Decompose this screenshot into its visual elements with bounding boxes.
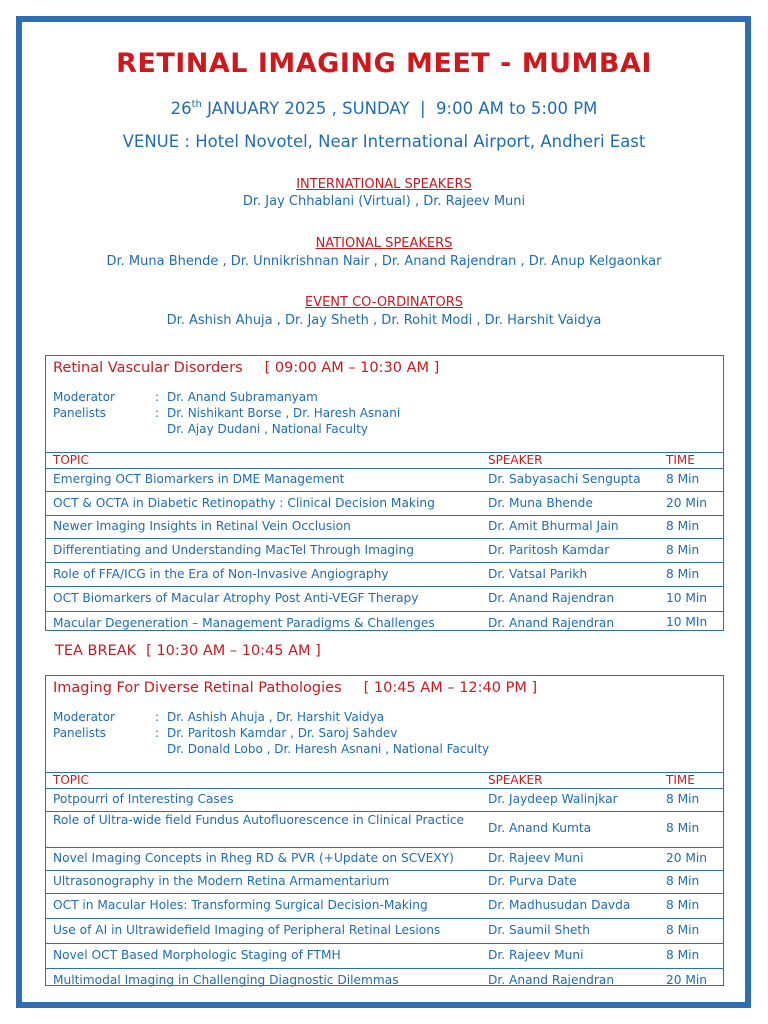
duration: 20 Min xyxy=(666,973,708,987)
session-1-table xyxy=(46,452,723,635)
topic: Newer Imaging Insights in Retinal Vein Occlusion xyxy=(53,519,351,533)
date-day: 26 xyxy=(170,99,192,118)
date-suffix: th xyxy=(191,99,202,110)
session-2-moderator xyxy=(53,710,384,724)
speaker: Dr. Saumil Sheth xyxy=(488,923,590,937)
table-row xyxy=(46,491,723,515)
speaker: Dr. Anand Rajendran xyxy=(488,591,615,605)
international-speakers-names: Dr. Jay Chhablani (Virtual) , Dr. Rajeev Muni xyxy=(242,194,526,209)
duration: 8 Min xyxy=(666,948,700,962)
event-coordinators-names: Dr. Ashish Ahuja , Dr. Jay Sheth , Dr. Rohit Modi , Dr. Harshit Vaidya xyxy=(166,313,602,328)
table-row xyxy=(46,811,723,847)
speaker: Dr. Anand Rajendran xyxy=(488,616,615,630)
session-1-title xyxy=(53,360,439,376)
speaker: Dr. Sabyasachi Sengupta xyxy=(488,472,641,486)
time-header: TIME xyxy=(666,453,695,467)
topic: Differentiating and Understanding MacTel Through Imaging xyxy=(53,543,414,557)
panelists-label: Panelists xyxy=(53,406,106,420)
table-row xyxy=(46,943,723,968)
table-row xyxy=(46,847,723,870)
speaker: Dr. Rajeev Muni xyxy=(488,948,584,962)
duration: 8 Min xyxy=(666,519,700,533)
session-2-box xyxy=(45,675,724,986)
session-1-time: [ 09:00 AM – 10:30 AM ] xyxy=(264,360,440,376)
event-date xyxy=(0,99,768,118)
duration: 20 Min xyxy=(666,496,708,510)
speaker: Dr. Muna Bhende xyxy=(488,496,593,510)
speaker: Dr. Vatsal Parikh xyxy=(488,567,588,581)
topic: Macular Degeneration – Management Paradigms & Challenges xyxy=(53,616,435,630)
topic: Emerging OCT Biomarkers in DME Management xyxy=(53,472,345,486)
topic-header: TOPIC xyxy=(53,773,89,787)
speaker: Dr. Rajeev Muni xyxy=(488,851,584,865)
table-row xyxy=(46,918,723,943)
topic: Potpourri of Interesting Cases xyxy=(53,792,234,806)
topic: Novel OCT Based Morphologic Staging of FTMH xyxy=(53,948,341,962)
table-row xyxy=(46,515,723,538)
panelists-names-1: Dr. Paritosh Kamdar , Dr. Saroj Sahdev xyxy=(167,726,398,740)
table-row xyxy=(46,611,723,635)
session-1-panelists-cont: Dr. Ajay Dudani , National Faculty xyxy=(167,422,369,436)
speaker: Dr. Purva Date xyxy=(488,874,577,888)
speaker: Dr. Jaydeep Walinjkar xyxy=(488,792,618,806)
international-speakers-heading: INTERNATIONAL SPEAKERS xyxy=(296,177,472,192)
topic: Novel Imaging Concepts in Rheg RD & PVR (+Update on SCVEXY) xyxy=(53,851,454,865)
table-row xyxy=(46,468,723,491)
moderator-label: Moderator xyxy=(53,390,115,404)
session-2-name: Imaging For Diverse Retinal Pathologies xyxy=(53,680,342,696)
session-2-panelists-cont: Dr. Donald Lobo , Dr. Haresh Asnani , National Faculty xyxy=(167,742,490,756)
duration: 8 Min xyxy=(666,821,700,835)
table-row xyxy=(46,968,723,993)
duration: 20 Min xyxy=(666,851,708,865)
panelists-label: Panelists xyxy=(53,726,106,740)
colon: : xyxy=(155,406,160,420)
date-rest: JANUARY 2025 , SUNDAY | 9:00 AM to 5:00 PM xyxy=(201,99,598,118)
topic: Multimodal Imaging in Challenging Diagnostic Dilemmas xyxy=(53,973,399,987)
moderator-names: Dr. Anand Subramanyam xyxy=(167,390,318,404)
duration: 10 MIn xyxy=(666,615,708,629)
topic: Role of Ultra-wide field Fundus Autofluorescence in Clinical Practice xyxy=(53,813,465,827)
table-row xyxy=(46,870,723,893)
speaker-header: SPEAKER xyxy=(488,453,543,467)
duration: 8 Min xyxy=(666,543,700,557)
duration: 8 Min xyxy=(666,792,700,806)
table-row xyxy=(46,538,723,562)
session-1-name: Retinal Vascular Disorders xyxy=(53,360,243,376)
duration: 8 Min xyxy=(666,567,700,581)
time-header: TIME xyxy=(666,773,695,787)
topic: Ultrasonography in the Modern Retina Armamentarium xyxy=(53,874,390,888)
session-1-box xyxy=(45,355,724,631)
topic: OCT in Macular Holes: Transforming Surgical Decision-Making xyxy=(53,898,428,912)
table-header xyxy=(46,772,723,788)
topic: Use of AI in Ultrawidefield Imaging of Peripheral Retinal Lesions xyxy=(53,923,441,937)
speaker: Dr. Amit Bhurmal Jain xyxy=(488,519,619,533)
session-2-title xyxy=(53,680,537,696)
table-row xyxy=(46,893,723,918)
session-1-moderator xyxy=(53,390,318,404)
colon: : xyxy=(155,710,160,724)
national-speakers-heading: NATIONAL SPEAKERS xyxy=(315,236,453,251)
event-coordinators-heading: EVENT CO-ORDINATORS xyxy=(304,295,464,310)
tea-break-label: TEA BREAK xyxy=(55,643,137,659)
speaker: Dr. Anand Kumta xyxy=(488,821,592,835)
table-row xyxy=(46,562,723,586)
topic: OCT & OCTA in Diabetic Retinopathy : Clinical Decision Making xyxy=(53,496,435,510)
session-2-table xyxy=(46,772,723,993)
session-2-time: [ 10:45 AM – 12:40 PM ] xyxy=(363,680,538,696)
table-row xyxy=(46,586,723,611)
duration: 8 Min xyxy=(666,874,700,888)
duration: 8 Min xyxy=(666,923,700,937)
speaker: Dr. Madhusudan Davda xyxy=(488,898,631,912)
duration: 8 Min xyxy=(666,472,700,486)
duration: 10 Min xyxy=(666,591,708,605)
session-2-panelists xyxy=(53,726,397,740)
moderator-names: Dr. Ashish Ahuja , Dr. Harshit Vaidya xyxy=(167,710,385,724)
speaker-header: SPEAKER xyxy=(488,773,543,787)
table-header xyxy=(46,452,723,468)
national-speakers-names: Dr. Muna Bhende , Dr. Unnikrishnan Nair , Dr. Anand Rajendran , Dr. Anup Kelgaonkar xyxy=(106,254,662,269)
topic: Role of FFA/ICG in the Era of Non-Invasive Angiography xyxy=(53,567,389,581)
table-row xyxy=(46,788,723,811)
page-title: RETINAL IMAGING MEET - MUMBAI xyxy=(116,48,652,79)
speaker: Dr. Anand Rajendran xyxy=(488,973,615,987)
topic: OCT Biomarkers of Macular Atrophy Post Anti-VEGF Therapy xyxy=(53,591,419,605)
colon: : xyxy=(155,726,160,740)
tea-break-time: [ 10:30 AM – 10:45 AM ] xyxy=(146,643,321,659)
speaker: Dr. Paritosh Kamdar xyxy=(488,543,610,557)
session-1-panelists xyxy=(53,406,400,420)
tea-break xyxy=(55,643,321,659)
venue: VENUE : Hotel Novotel, Near International Airport, Andheri East xyxy=(122,132,646,151)
colon: : xyxy=(155,390,160,404)
duration: 8 Min xyxy=(666,898,700,912)
moderator-label: Moderator xyxy=(53,710,115,724)
panelists-names-1: Dr. Nishikant Borse , Dr. Haresh Asnani xyxy=(167,406,401,420)
topic-header: TOPIC xyxy=(53,453,89,467)
